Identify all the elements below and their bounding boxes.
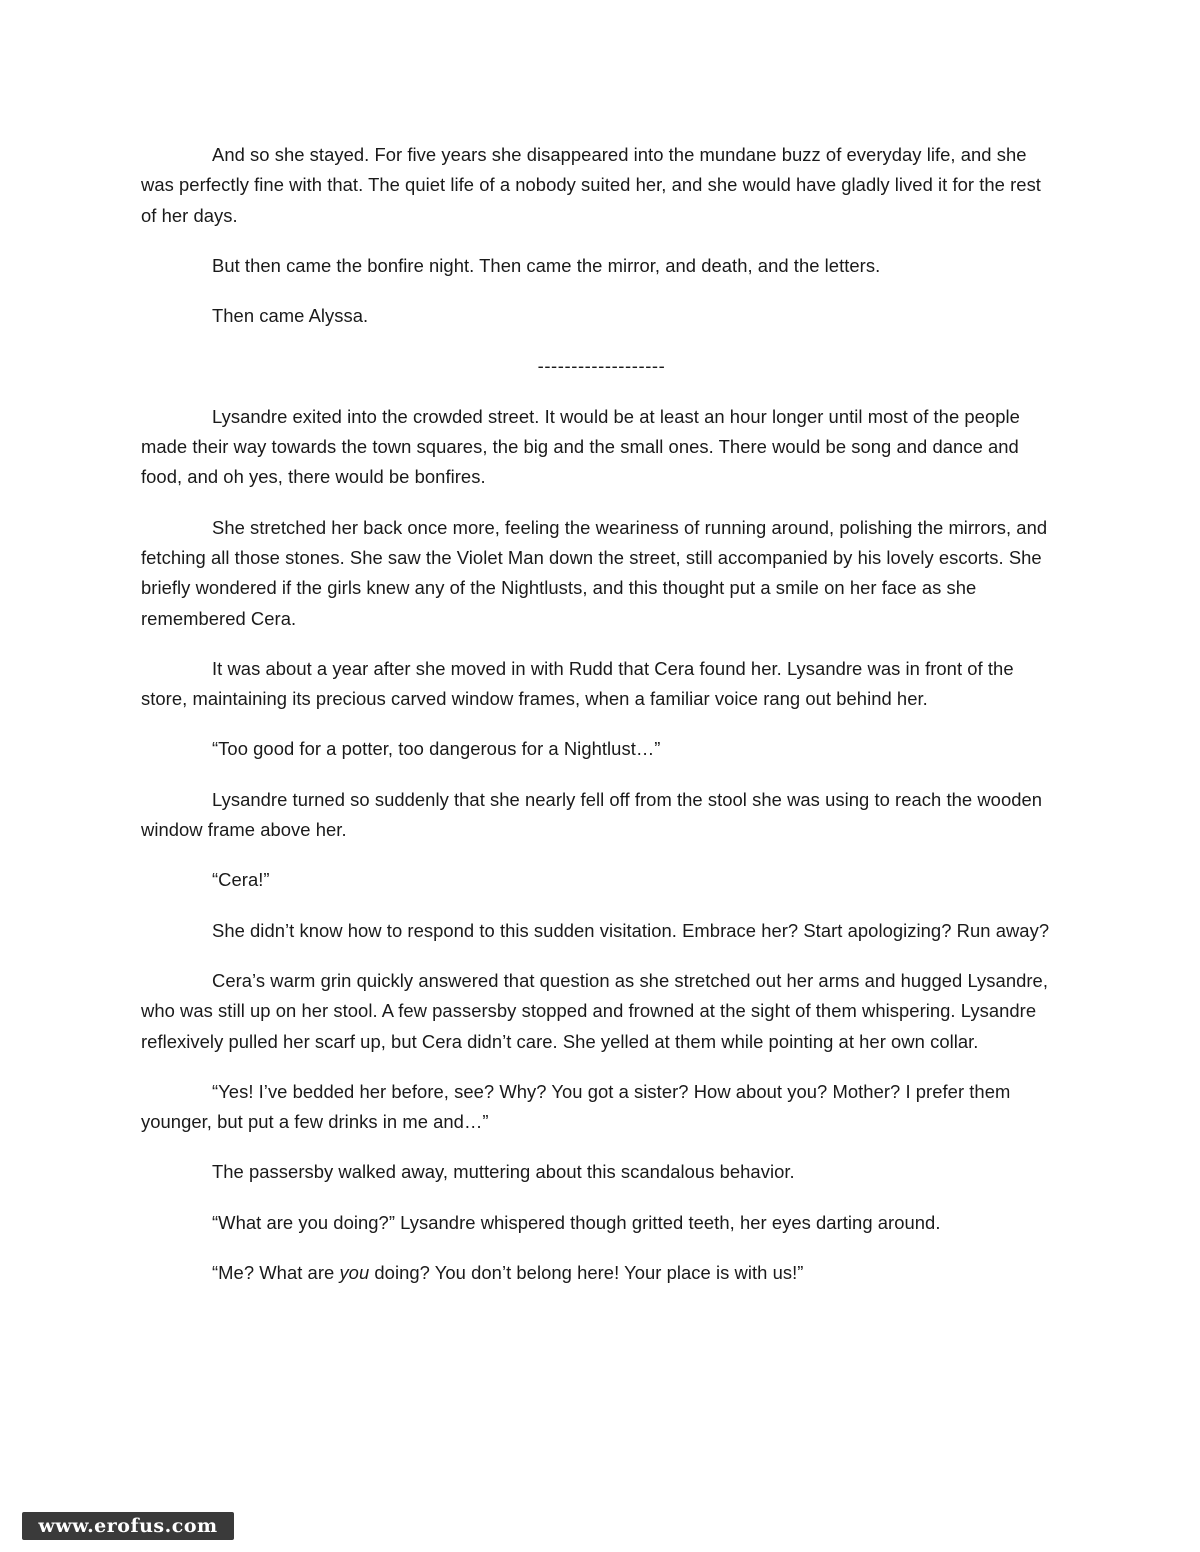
- watermark-badge: www.erofus.com: [22, 1512, 234, 1540]
- paragraph-7: “Too good for a potter, too dangerous for a Nightlust…”: [212, 738, 661, 760]
- paragraph-15-before: “Me? What are: [212, 1262, 340, 1284]
- paragraph-9: “Cera!”: [212, 869, 270, 891]
- paragraph-3: Then came Alyssa.: [212, 305, 369, 327]
- paragraph-13: The passersby walked away, muttering about this scandalous behavior.: [212, 1161, 795, 1183]
- paragraph-2: But then came the bonfire night. Then came the mirror, and death, and the letters.: [212, 254, 881, 276]
- paragraph-15-emphasis: you: [339, 1262, 370, 1284]
- paragraph-15: [141, 1258, 1056, 1288]
- paragraph-15-after: doing? You don’t belong here! Your place is with us!”: [369, 1262, 804, 1284]
- paragraph-14: “What are you doing?” Lysandre whispered though gritted teeth, her eyes darting around.: [212, 1211, 941, 1233]
- document-page: [141, 140, 1056, 1308]
- paragraph-5: She stretched her back once more, feeling the weariness of running around, polishing the mirrors, and fetching all those stones. She saw the Violet Man down the street, still accompanied by his lovely escorts. She briefly wondered if the girls knew any of the Nightlusts, and this thought put a smile on her face as she remembered Cera.: [141, 516, 1048, 629]
- paragraph-10: She didn’t know how to respond to this sudden visitation. Embrace her? Start apologizing? Run away?: [212, 919, 1050, 941]
- paragraph-12: “Yes! I’ve bedded her before, see? Why? You got a sister? How about you? Mother? I prefer them younger, but put a few drinks in me and…”: [141, 1080, 1011, 1133]
- paragraph-6: It was about a year after she moved in with Rudd that Cera found her. Lysandre was in front of the store, maintaining its precious carved window frames, when a familiar voice rang out behind her.: [141, 657, 1014, 710]
- scene-separator: -------------------: [537, 355, 666, 377]
- paragraph-4: Lysandre exited into the crowded street. It would be at least an hour longer until most of the people made their way towards the town squares, the big and the small ones. There would be song and dance and food, and oh yes, there would be bonfires.: [141, 405, 1020, 488]
- paragraph-8: Lysandre turned so suddenly that she nearly fell off from the stool she was using to reach the wooden window frame above her.: [141, 788, 1043, 841]
- paragraph-1: And so she stayed. For five years she disappeared into the mundane buzz of everyday life, and she was perfectly fine with that. The quiet life of a nobody suited her, and she would have gladly lived it for the rest of her days.: [141, 144, 1041, 226]
- paragraph-11: Cera’s warm grin quickly answered that question as she stretched out her arms and hugged Lysandre, who was still up on her stool. A few passersby stopped and frowned at the sight of them whispering. Lysandre reflexively pulled her scarf up, but Cera didn’t care. She yelled at them while pointing at her own collar.: [141, 969, 1048, 1052]
